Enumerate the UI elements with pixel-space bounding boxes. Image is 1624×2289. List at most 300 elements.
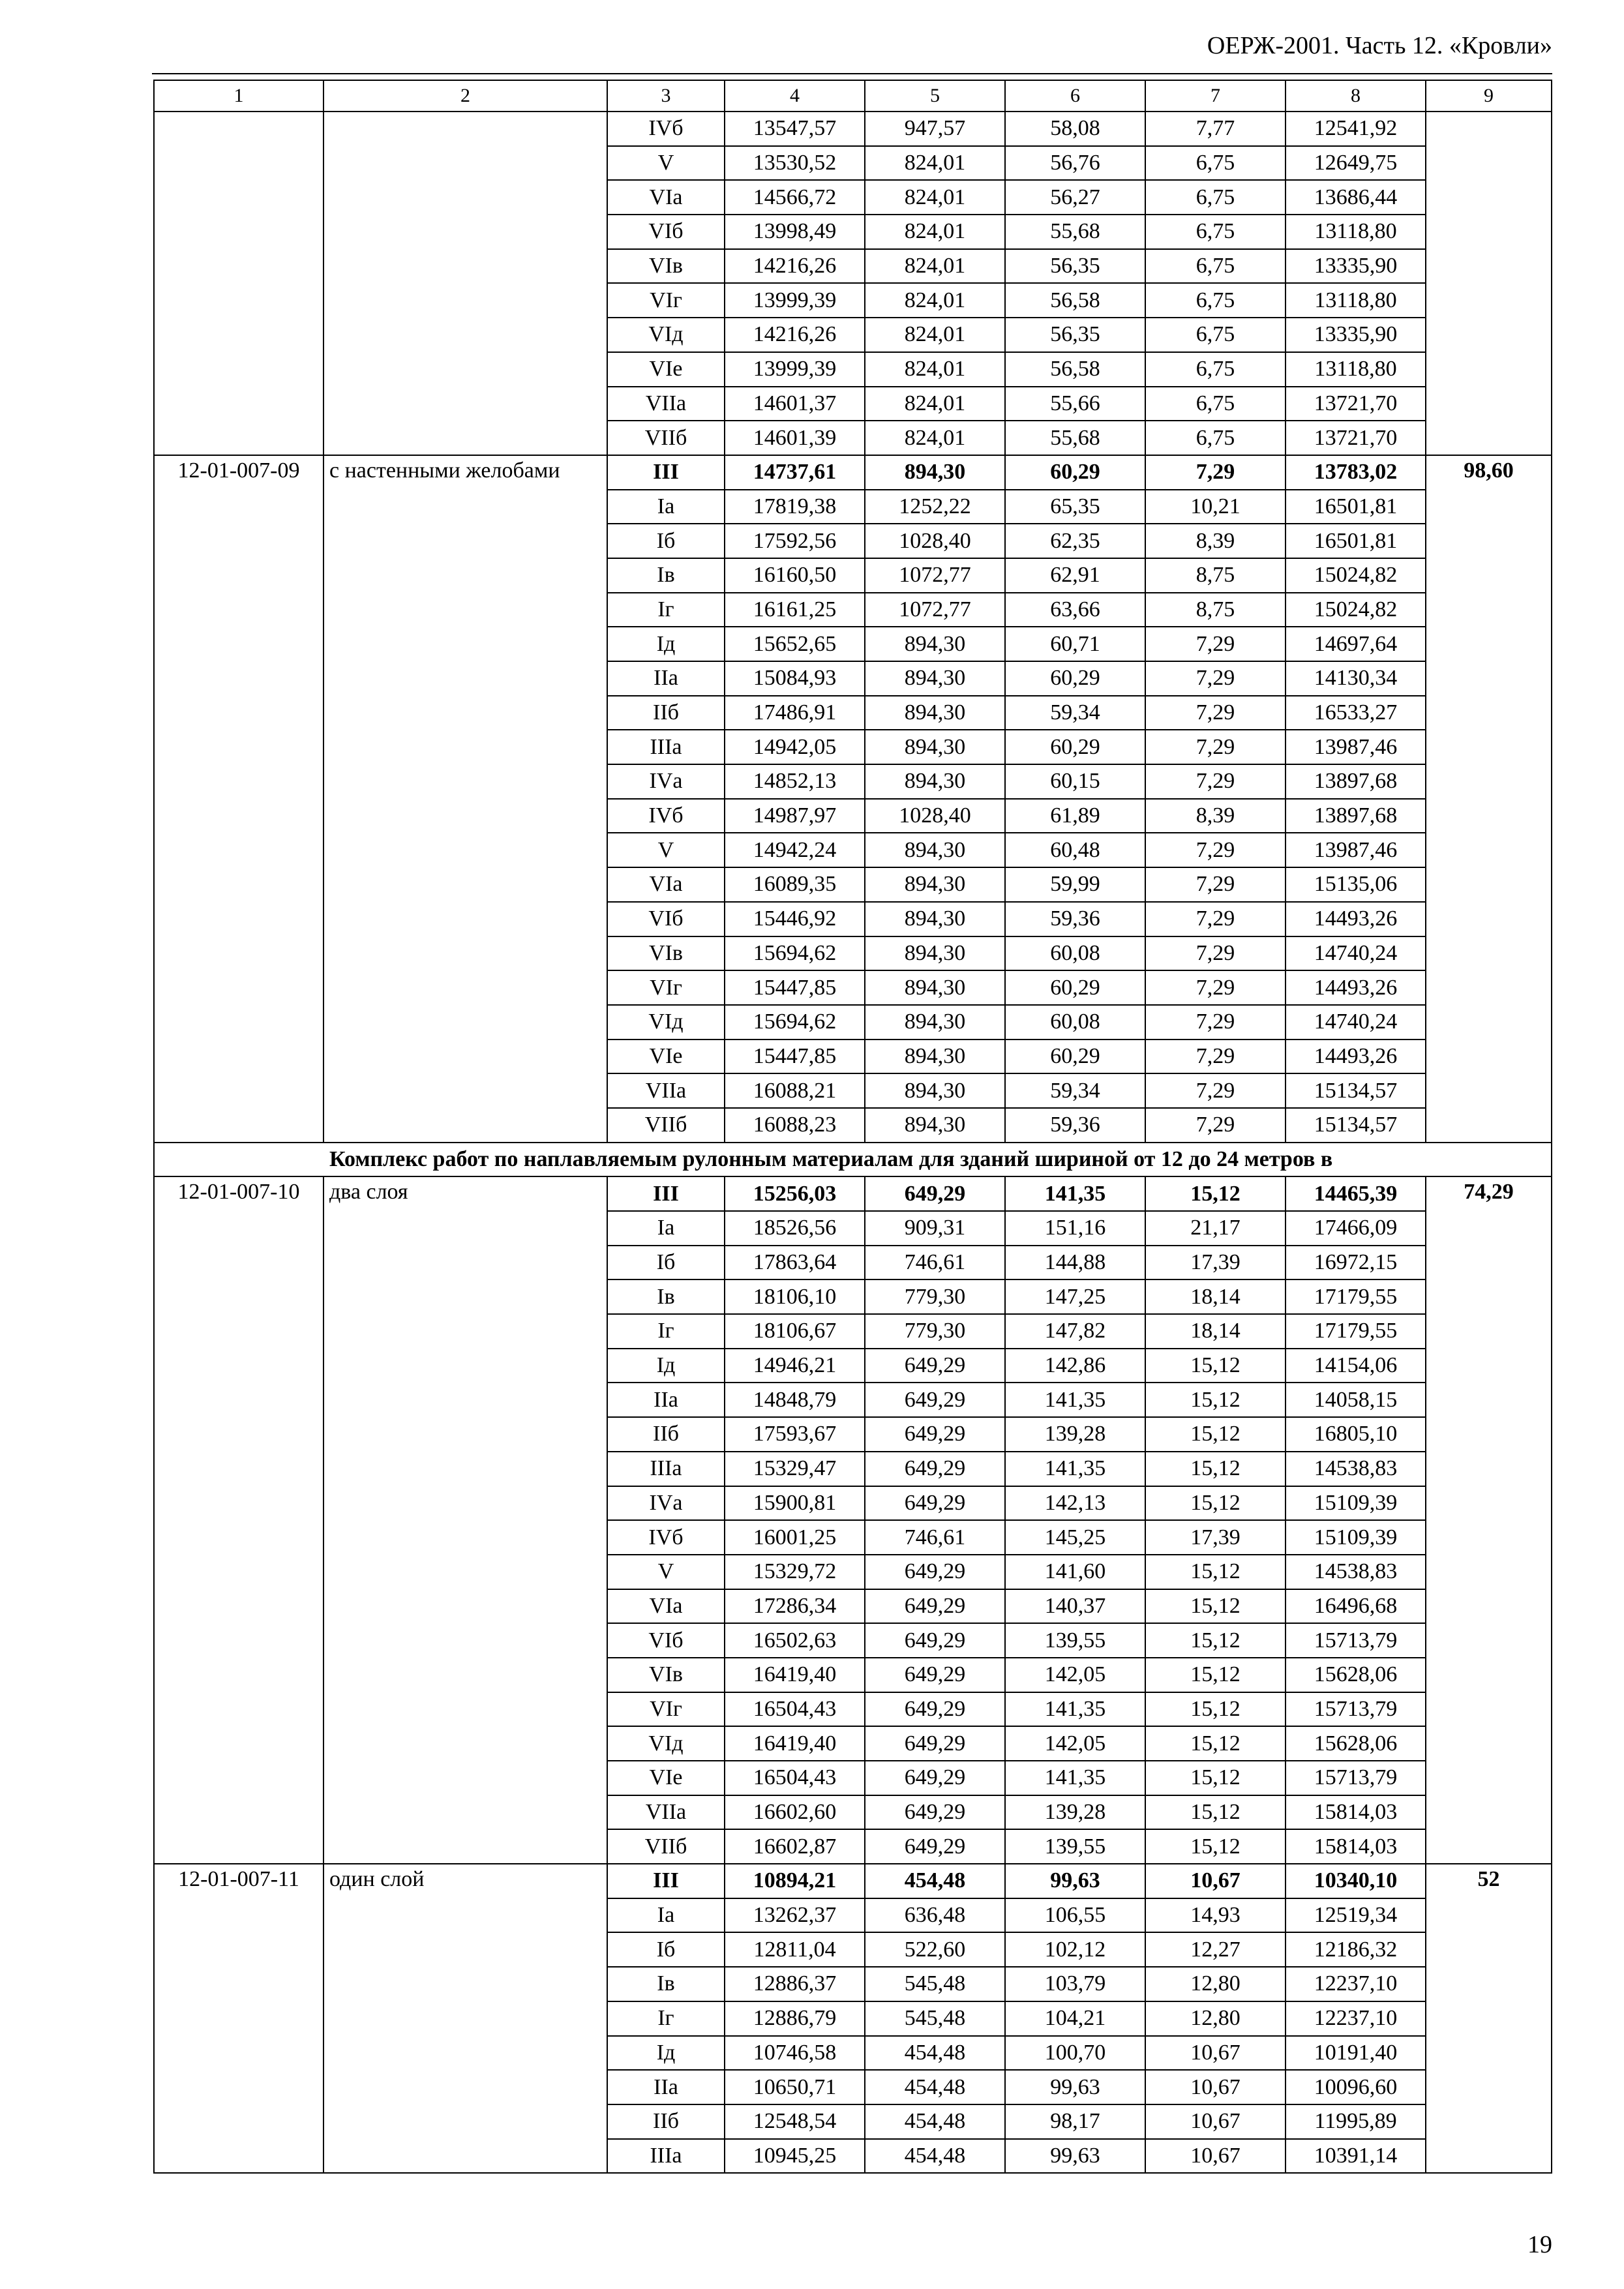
value-col5-cell: 649,29 — [865, 1486, 1005, 1521]
value-col4-cell: 15652,65 — [725, 627, 865, 661]
value-col8-cell: 13897,68 — [1286, 764, 1426, 799]
table-row — [154, 455, 1552, 490]
value-col5-cell: 824,01 — [865, 283, 1005, 318]
value-col4-cell: 15084,93 — [725, 661, 865, 696]
value-col7-cell: 14,93 — [1145, 1898, 1286, 1933]
value-col4-cell: 15694,62 — [725, 1005, 865, 1040]
value-col7-cell: 7,29 — [1145, 902, 1286, 936]
value-col6-cell: 60,29 — [1005, 730, 1145, 764]
value-col8-cell: 15628,06 — [1286, 1726, 1426, 1761]
value-col4-cell: 12886,37 — [725, 1967, 865, 2001]
region-code-cell: Iа — [607, 490, 725, 524]
value-col7-cell: 10,67 — [1145, 2070, 1286, 2104]
value-col5-cell: 779,30 — [865, 1279, 1005, 1314]
region-code-cell: VIе — [607, 352, 725, 387]
value-col5-cell: 649,29 — [865, 1383, 1005, 1417]
value-col6-cell: 139,28 — [1005, 1795, 1145, 1830]
value-col7-cell: 15,12 — [1145, 1486, 1286, 1521]
value-col7-cell: 10,67 — [1145, 2139, 1286, 2174]
value-col5-cell: 649,29 — [865, 1658, 1005, 1692]
value-col4-cell: 17486,91 — [725, 696, 865, 730]
value-col8-cell: 13118,80 — [1286, 352, 1426, 387]
value-col4-cell: 16419,40 — [725, 1658, 865, 1692]
value-col6-cell: 59,34 — [1005, 1073, 1145, 1108]
value-col4-cell: 17819,38 — [725, 490, 865, 524]
value-col4-cell: 16504,43 — [725, 1761, 865, 1795]
value-col6-cell: 100,70 — [1005, 2036, 1145, 2071]
value-col6-cell: 142,05 — [1005, 1726, 1145, 1761]
value-col5-cell: 894,30 — [865, 970, 1005, 1005]
value-col8-cell: 14493,26 — [1286, 902, 1426, 936]
value-col8-cell: 12649,75 — [1286, 146, 1426, 181]
column-number: 3 — [607, 80, 725, 112]
value-col7-cell: 15,12 — [1145, 1383, 1286, 1417]
value-col7-cell: 21,17 — [1145, 1211, 1286, 1246]
value-col7-cell: 6,75 — [1145, 146, 1286, 181]
value-col8-cell: 14538,83 — [1286, 1555, 1426, 1589]
value-col4-cell: 13999,39 — [725, 283, 865, 318]
region-code-cell: VIIа — [607, 1073, 725, 1108]
value-col7-cell: 12,80 — [1145, 1967, 1286, 2001]
value-col4-cell: 14216,26 — [725, 249, 865, 284]
value-col4-cell: 10746,58 — [725, 2036, 865, 2071]
region-code-cell: IIб — [607, 696, 725, 730]
region-code-cell: Iг — [607, 593, 725, 627]
value-col7-cell: 15,12 — [1145, 1658, 1286, 1692]
region-code-cell: Iг — [607, 1314, 725, 1349]
value-col6-cell: 141,35 — [1005, 1761, 1145, 1795]
value-col6-cell: 56,76 — [1005, 146, 1145, 181]
value-col8-cell: 14058,15 — [1286, 1383, 1426, 1417]
value-col8-cell: 14465,39 — [1286, 1176, 1426, 1211]
value-col6-cell: 60,71 — [1005, 627, 1145, 661]
value-col6-cell: 139,28 — [1005, 1417, 1145, 1452]
region-code-cell: VIг — [607, 1692, 725, 1727]
value-col6-cell: 60,29 — [1005, 455, 1145, 490]
region-code-cell: VIIб — [607, 1829, 725, 1864]
value-col6-cell: 61,89 — [1005, 799, 1145, 833]
value-col4-cell: 14987,97 — [725, 799, 865, 833]
value-col6-cell: 104,21 — [1005, 2001, 1145, 2036]
value-col6-cell: 60,48 — [1005, 833, 1145, 867]
value-col8-cell: 17179,55 — [1286, 1314, 1426, 1349]
region-code-cell: VIIа — [607, 387, 725, 421]
value-col4-cell: 18106,67 — [725, 1314, 865, 1349]
value-col6-cell: 145,25 — [1005, 1520, 1145, 1555]
value-col4-cell: 15447,85 — [725, 970, 865, 1005]
value-col4-cell: 14946,21 — [725, 1349, 865, 1383]
value-col7-cell: 6,75 — [1145, 215, 1286, 249]
value-col5-cell: 894,30 — [865, 696, 1005, 730]
table-row — [154, 112, 1552, 146]
value-col6-cell: 55,68 — [1005, 421, 1145, 455]
value-col4-cell: 13547,57 — [725, 112, 865, 146]
region-code-cell: Iб — [607, 524, 725, 558]
value-col8-cell: 13118,80 — [1286, 215, 1426, 249]
code-cell: 12-01-007-10 — [154, 1176, 323, 1864]
value-col4-cell: 17592,56 — [725, 524, 865, 558]
value-col6-cell: 60,29 — [1005, 661, 1145, 696]
value-col5-cell: 824,01 — [865, 421, 1005, 455]
region-code-cell: VIа — [607, 867, 725, 902]
value-col7-cell: 7,29 — [1145, 627, 1286, 661]
value-col7-cell: 8,75 — [1145, 558, 1286, 593]
value-col6-cell: 60,08 — [1005, 936, 1145, 971]
value-col6-cell: 141,35 — [1005, 1692, 1145, 1727]
value-col7-cell: 10,67 — [1145, 2104, 1286, 2139]
value-col5-cell: 649,29 — [865, 1829, 1005, 1864]
region-code-cell: IIIа — [607, 730, 725, 764]
value-col6-cell: 65,35 — [1005, 490, 1145, 524]
value-col4-cell: 10650,71 — [725, 2070, 865, 2104]
value-col8-cell: 13987,46 — [1286, 833, 1426, 867]
value-col5-cell: 454,48 — [865, 2139, 1005, 2174]
value-col6-cell: 141,35 — [1005, 1383, 1145, 1417]
value-col8-cell: 14493,26 — [1286, 1040, 1426, 1074]
region-code-cell: VIв — [607, 936, 725, 971]
value-col8-cell: 13721,70 — [1286, 421, 1426, 455]
value-col5-cell: 649,29 — [865, 1589, 1005, 1624]
value-col4-cell: 14848,79 — [725, 1383, 865, 1417]
value-col5-cell: 746,61 — [865, 1246, 1005, 1280]
value-col7-cell: 7,29 — [1145, 696, 1286, 730]
value-col6-cell: 139,55 — [1005, 1623, 1145, 1658]
region-code-cell: IVа — [607, 1486, 725, 1521]
value-col8-cell: 15134,57 — [1286, 1108, 1426, 1143]
value-col7-cell: 10,67 — [1145, 2036, 1286, 2071]
price-col9-cell — [1426, 112, 1552, 455]
value-col7-cell: 6,75 — [1145, 387, 1286, 421]
value-col5-cell: 1252,22 — [865, 490, 1005, 524]
value-col6-cell: 56,27 — [1005, 180, 1145, 215]
region-code-cell: IIа — [607, 1383, 725, 1417]
name-cell: два слоя — [323, 1176, 607, 1864]
value-col7-cell: 6,75 — [1145, 283, 1286, 318]
value-col5-cell: 894,30 — [865, 764, 1005, 799]
value-col5-cell: 649,29 — [865, 1761, 1005, 1795]
value-col8-cell: 14154,06 — [1286, 1349, 1426, 1383]
value-col6-cell: 63,66 — [1005, 593, 1145, 627]
value-col4-cell: 14216,26 — [725, 318, 865, 352]
region-code-cell: III — [607, 1176, 725, 1211]
value-col7-cell: 7,29 — [1145, 936, 1286, 971]
value-col7-cell: 6,75 — [1145, 318, 1286, 352]
value-col4-cell: 15329,47 — [725, 1452, 865, 1486]
value-col8-cell: 16533,27 — [1286, 696, 1426, 730]
value-col8-cell: 10096,60 — [1286, 2070, 1426, 2104]
value-col7-cell: 7,29 — [1145, 764, 1286, 799]
value-col5-cell: 894,30 — [865, 833, 1005, 867]
value-col7-cell: 18,14 — [1145, 1314, 1286, 1349]
code-cell: 12-01-007-09 — [154, 455, 323, 1143]
value-col4-cell: 18106,10 — [725, 1279, 865, 1314]
value-col4-cell: 16088,21 — [725, 1073, 865, 1108]
column-number: 8 — [1286, 80, 1426, 112]
value-col4-cell: 15256,03 — [725, 1176, 865, 1211]
region-code-cell: IIб — [607, 2104, 725, 2139]
region-code-cell: IIб — [607, 1417, 725, 1452]
value-col5-cell: 894,30 — [865, 1005, 1005, 1040]
value-col8-cell: 15814,03 — [1286, 1795, 1426, 1830]
value-col4-cell: 14601,37 — [725, 387, 865, 421]
value-col7-cell: 17,39 — [1145, 1520, 1286, 1555]
code-cell: 12-01-007-11 — [154, 1864, 323, 2173]
region-code-cell: IIIа — [607, 1452, 725, 1486]
value-col5-cell: 947,57 — [865, 112, 1005, 146]
value-col5-cell: 636,48 — [865, 1898, 1005, 1933]
value-col5-cell: 649,29 — [865, 1692, 1005, 1727]
code-cell — [154, 112, 323, 455]
value-col5-cell: 649,29 — [865, 1349, 1005, 1383]
value-col5-cell: 894,30 — [865, 1040, 1005, 1074]
name-cell: один слой — [323, 1864, 607, 2173]
value-col6-cell: 99,63 — [1005, 2139, 1145, 2174]
value-col7-cell: 7,29 — [1145, 867, 1286, 902]
value-col4-cell: 16089,35 — [725, 867, 865, 902]
value-col4-cell: 13530,52 — [725, 146, 865, 181]
value-col8-cell: 14538,83 — [1286, 1452, 1426, 1486]
price-col9-cell: 98,60 — [1426, 455, 1552, 1143]
value-col6-cell: 144,88 — [1005, 1246, 1145, 1280]
value-col6-cell: 141,35 — [1005, 1176, 1145, 1211]
value-col8-cell: 15135,06 — [1286, 867, 1426, 902]
value-col7-cell: 7,29 — [1145, 455, 1286, 490]
value-col8-cell: 17466,09 — [1286, 1211, 1426, 1246]
value-col7-cell: 6,75 — [1145, 421, 1286, 455]
region-code-cell: VIIб — [607, 421, 725, 455]
value-col8-cell: 15024,82 — [1286, 593, 1426, 627]
value-col6-cell: 59,34 — [1005, 696, 1145, 730]
column-number: 1 — [154, 80, 323, 112]
value-col6-cell: 142,86 — [1005, 1349, 1145, 1383]
region-code-cell: Iв — [607, 1967, 725, 2001]
value-col4-cell: 15446,92 — [725, 902, 865, 936]
value-col5-cell: 824,01 — [865, 352, 1005, 387]
name-cell: с настенными желобами — [323, 455, 607, 1143]
region-code-cell: IIа — [607, 2070, 725, 2104]
column-number: 7 — [1145, 80, 1286, 112]
price-col9-cell: 74,29 — [1426, 1176, 1552, 1864]
value-col7-cell: 7,29 — [1145, 1005, 1286, 1040]
value-col6-cell: 140,37 — [1005, 1589, 1145, 1624]
value-col4-cell: 14737,61 — [725, 455, 865, 490]
value-col6-cell: 59,99 — [1005, 867, 1145, 902]
value-col8-cell: 14740,24 — [1286, 1005, 1426, 1040]
value-col7-cell: 8,39 — [1145, 799, 1286, 833]
value-col5-cell: 649,29 — [865, 1726, 1005, 1761]
value-col7-cell: 6,75 — [1145, 249, 1286, 284]
value-col8-cell: 15024,82 — [1286, 558, 1426, 593]
value-col7-cell: 15,12 — [1145, 1795, 1286, 1830]
value-col8-cell: 13118,80 — [1286, 283, 1426, 318]
value-col7-cell: 15,12 — [1145, 1555, 1286, 1589]
value-col8-cell: 15713,79 — [1286, 1761, 1426, 1795]
value-col5-cell: 1072,77 — [865, 593, 1005, 627]
value-col6-cell: 98,17 — [1005, 2104, 1145, 2139]
value-col7-cell: 8,75 — [1145, 593, 1286, 627]
value-col4-cell: 12548,54 — [725, 2104, 865, 2139]
price-col9-cell: 52 — [1426, 1864, 1552, 2173]
value-col5-cell: 545,48 — [865, 2001, 1005, 2036]
region-code-cell: VIд — [607, 1005, 725, 1040]
region-code-cell: VIе — [607, 1761, 725, 1795]
value-col8-cell: 12237,10 — [1286, 1967, 1426, 2001]
value-col4-cell: 14852,13 — [725, 764, 865, 799]
region-code-cell: Iв — [607, 558, 725, 593]
region-code-cell: Iб — [607, 1246, 725, 1280]
region-code-cell: VIIа — [607, 1795, 725, 1830]
region-code-cell: IIIа — [607, 2139, 725, 2174]
value-col4-cell: 15694,62 — [725, 936, 865, 971]
region-code-cell: IVб — [607, 799, 725, 833]
value-col8-cell: 15713,79 — [1286, 1623, 1426, 1658]
value-col4-cell: 14942,05 — [725, 730, 865, 764]
value-col5-cell: 779,30 — [865, 1314, 1005, 1349]
value-col8-cell: 13987,46 — [1286, 730, 1426, 764]
value-col8-cell: 16501,81 — [1286, 524, 1426, 558]
region-code-cell: VIб — [607, 1623, 725, 1658]
column-number: 2 — [323, 80, 607, 112]
value-col4-cell: 16001,25 — [725, 1520, 865, 1555]
value-col7-cell: 15,12 — [1145, 1452, 1286, 1486]
header-rule — [152, 73, 1552, 74]
value-col7-cell: 15,12 — [1145, 1589, 1286, 1624]
section-row — [154, 1143, 1552, 1177]
region-code-cell: Iд — [607, 1349, 725, 1383]
region-code-cell: VIв — [607, 1658, 725, 1692]
column-number: 9 — [1426, 80, 1552, 112]
value-col6-cell: 55,68 — [1005, 215, 1145, 249]
value-col8-cell: 13686,44 — [1286, 180, 1426, 215]
value-col4-cell: 18526,56 — [725, 1211, 865, 1246]
value-col5-cell: 909,31 — [865, 1211, 1005, 1246]
column-number: 6 — [1005, 80, 1145, 112]
value-col7-cell: 7,29 — [1145, 970, 1286, 1005]
value-col4-cell: 14566,72 — [725, 180, 865, 215]
table-row — [154, 1176, 1552, 1211]
value-col4-cell: 17286,34 — [725, 1589, 865, 1624]
value-col6-cell: 139,55 — [1005, 1829, 1145, 1864]
value-col8-cell: 13335,90 — [1286, 249, 1426, 284]
value-col6-cell: 103,79 — [1005, 1967, 1145, 2001]
value-col8-cell: 15814,03 — [1286, 1829, 1426, 1864]
value-col4-cell: 15329,72 — [725, 1555, 865, 1589]
value-col4-cell: 16088,23 — [725, 1108, 865, 1143]
value-col8-cell: 10340,10 — [1286, 1864, 1426, 1898]
region-code-cell: VIа — [607, 180, 725, 215]
value-col7-cell: 12,27 — [1145, 1932, 1286, 1967]
value-col5-cell: 1072,77 — [865, 558, 1005, 593]
region-code-cell: Iа — [607, 1898, 725, 1933]
value-col5-cell: 649,29 — [865, 1176, 1005, 1211]
region-code-cell: VIг — [607, 970, 725, 1005]
region-code-cell: VIа — [607, 1589, 725, 1624]
value-col5-cell: 649,29 — [865, 1555, 1005, 1589]
value-col8-cell: 17179,55 — [1286, 1279, 1426, 1314]
value-col8-cell: 16805,10 — [1286, 1417, 1426, 1452]
value-col5-cell: 824,01 — [865, 180, 1005, 215]
value-col6-cell: 151,16 — [1005, 1211, 1145, 1246]
value-col7-cell: 12,80 — [1145, 2001, 1286, 2036]
value-col6-cell: 142,13 — [1005, 1486, 1145, 1521]
value-col6-cell: 99,63 — [1005, 1864, 1145, 1898]
page-header: ОЕРЖ-2001. Часть 12. «Кровли» — [1207, 32, 1552, 59]
value-col6-cell: 60,29 — [1005, 1040, 1145, 1074]
value-col4-cell: 16502,63 — [725, 1623, 865, 1658]
region-code-cell: VIб — [607, 902, 725, 936]
value-col5-cell: 454,48 — [865, 2104, 1005, 2139]
value-col8-cell: 15628,06 — [1286, 1658, 1426, 1692]
region-code-cell: VIб — [607, 215, 725, 249]
value-col7-cell: 8,39 — [1145, 524, 1286, 558]
value-col5-cell: 649,29 — [865, 1795, 1005, 1830]
value-col6-cell: 142,05 — [1005, 1658, 1145, 1692]
value-col8-cell: 12186,32 — [1286, 1932, 1426, 1967]
region-code-cell: IVб — [607, 1520, 725, 1555]
value-col5-cell: 824,01 — [865, 215, 1005, 249]
value-col4-cell: 10894,21 — [725, 1864, 865, 1898]
value-col4-cell: 13999,39 — [725, 352, 865, 387]
value-col8-cell: 15713,79 — [1286, 1692, 1426, 1727]
value-col5-cell: 824,01 — [865, 318, 1005, 352]
value-col6-cell: 99,63 — [1005, 2070, 1145, 2104]
value-col5-cell: 649,29 — [865, 1417, 1005, 1452]
value-col5-cell: 454,48 — [865, 2036, 1005, 2071]
region-code-cell: IVб — [607, 112, 725, 146]
column-number-row — [154, 80, 1552, 112]
value-col5-cell: 894,30 — [865, 1108, 1005, 1143]
value-col7-cell: 15,12 — [1145, 1176, 1286, 1211]
value-col8-cell: 16972,15 — [1286, 1246, 1426, 1280]
value-col4-cell: 12811,04 — [725, 1932, 865, 1967]
value-col6-cell: 56,35 — [1005, 318, 1145, 352]
value-col8-cell: 13335,90 — [1286, 318, 1426, 352]
value-col6-cell: 60,15 — [1005, 764, 1145, 799]
value-col6-cell: 60,29 — [1005, 970, 1145, 1005]
value-col8-cell: 14697,64 — [1286, 627, 1426, 661]
price-table — [153, 80, 1552, 2174]
region-code-cell: VIв — [607, 249, 725, 284]
value-col5-cell: 649,29 — [865, 1623, 1005, 1658]
value-col7-cell: 7,29 — [1145, 1040, 1286, 1074]
value-col4-cell: 16419,40 — [725, 1726, 865, 1761]
name-cell — [323, 112, 607, 455]
region-code-cell: Iб — [607, 1932, 725, 1967]
region-code-cell: Iг — [607, 2001, 725, 2036]
value-col4-cell: 16602,87 — [725, 1829, 865, 1864]
value-col5-cell: 894,30 — [865, 867, 1005, 902]
value-col8-cell: 14493,26 — [1286, 970, 1426, 1005]
value-col6-cell: 59,36 — [1005, 902, 1145, 936]
value-col4-cell: 10945,25 — [725, 2139, 865, 2174]
value-col6-cell: 147,82 — [1005, 1314, 1145, 1349]
value-col7-cell: 7,77 — [1145, 112, 1286, 146]
value-col5-cell: 545,48 — [865, 1967, 1005, 2001]
region-code-cell: Iд — [607, 2036, 725, 2071]
value-col7-cell: 15,12 — [1145, 1349, 1286, 1383]
value-col4-cell: 16602,60 — [725, 1795, 865, 1830]
value-col5-cell: 824,01 — [865, 249, 1005, 284]
value-col6-cell: 62,35 — [1005, 524, 1145, 558]
value-col6-cell: 56,58 — [1005, 283, 1145, 318]
value-col8-cell: 13721,70 — [1286, 387, 1426, 421]
value-col8-cell: 13897,68 — [1286, 799, 1426, 833]
region-code-cell: Iв — [607, 1279, 725, 1314]
value-col5-cell: 522,60 — [865, 1932, 1005, 1967]
value-col6-cell: 141,35 — [1005, 1452, 1145, 1486]
value-col7-cell: 15,12 — [1145, 1623, 1286, 1658]
value-col5-cell: 894,30 — [865, 627, 1005, 661]
